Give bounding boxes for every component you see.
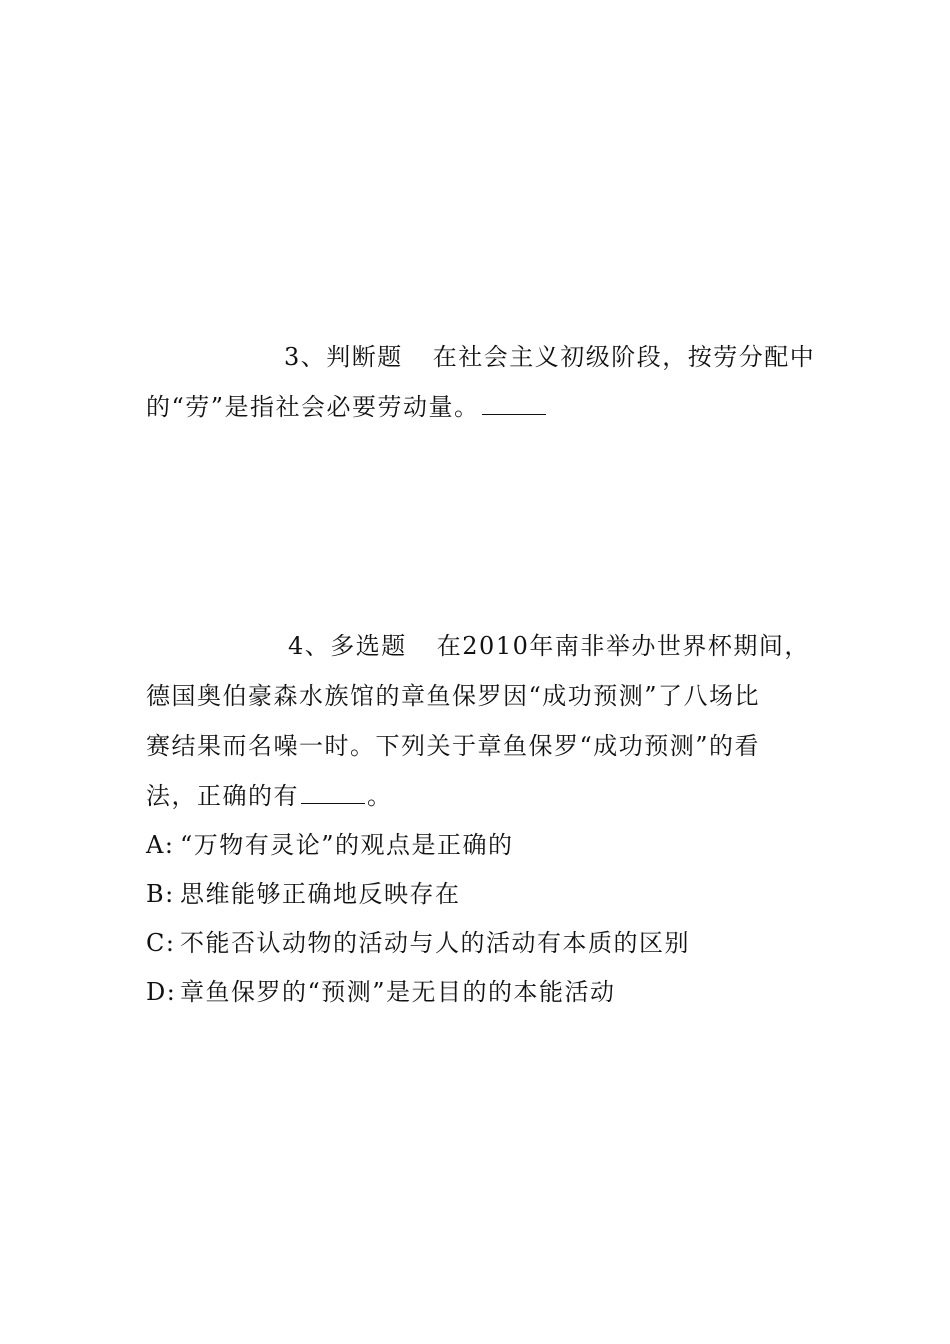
question-3-first-line — [146, 332, 816, 382]
question-3 — [146, 332, 816, 432]
answer-blank — [301, 783, 365, 804]
question-3-second-line — [146, 382, 812, 432]
question-4-first-line — [146, 621, 812, 671]
option-c — [146, 919, 812, 968]
question-4-text-line-2: 德国奥伯豪森水族馆的章鱼保罗因“成功预测”了八场比 — [146, 682, 761, 710]
question-4 — [146, 621, 812, 1017]
option-d-text: 章鱼保罗的“预测”是无目的的本能活动 — [180, 978, 616, 1006]
option-b-text: 思维能够正确地反映存在 — [180, 880, 461, 908]
question-3-text-line-2: 的“劳”是指社会必要劳动量。 — [146, 393, 480, 421]
question-4-number: 4、多选题 — [288, 632, 407, 660]
option-b-letter: B: — [146, 880, 175, 908]
option-a-text: “万物有灵论”的观点是正确的 — [180, 831, 514, 859]
question-4-text-line-4: 法，正确的有 — [146, 782, 299, 810]
question-4-text-line-1: 在2010年南非举办世界杯期间， — [436, 632, 810, 660]
question-4-fourth-line — [146, 771, 812, 821]
question-3-number: 3、判断题 — [284, 343, 403, 371]
question-3-text-line-1: 在社会主义初级阶段，按劳分配中 — [432, 343, 816, 371]
answer-blank — [482, 394, 546, 415]
question-4-line-4-end: 。 — [367, 782, 393, 810]
option-c-text: 不能否认动物的活动与人的活动有本质的区别 — [180, 929, 690, 957]
option-a — [146, 821, 812, 870]
option-c-letter: C: — [146, 929, 176, 957]
option-a-letter: A: — [146, 831, 175, 859]
question-4-text-line-3: 赛结果而名噪一时。下列关于章鱼保罗“成功预测”的看 — [146, 732, 761, 760]
option-b — [146, 870, 812, 919]
option-d — [146, 968, 812, 1017]
option-d-letter: D: — [146, 978, 177, 1006]
